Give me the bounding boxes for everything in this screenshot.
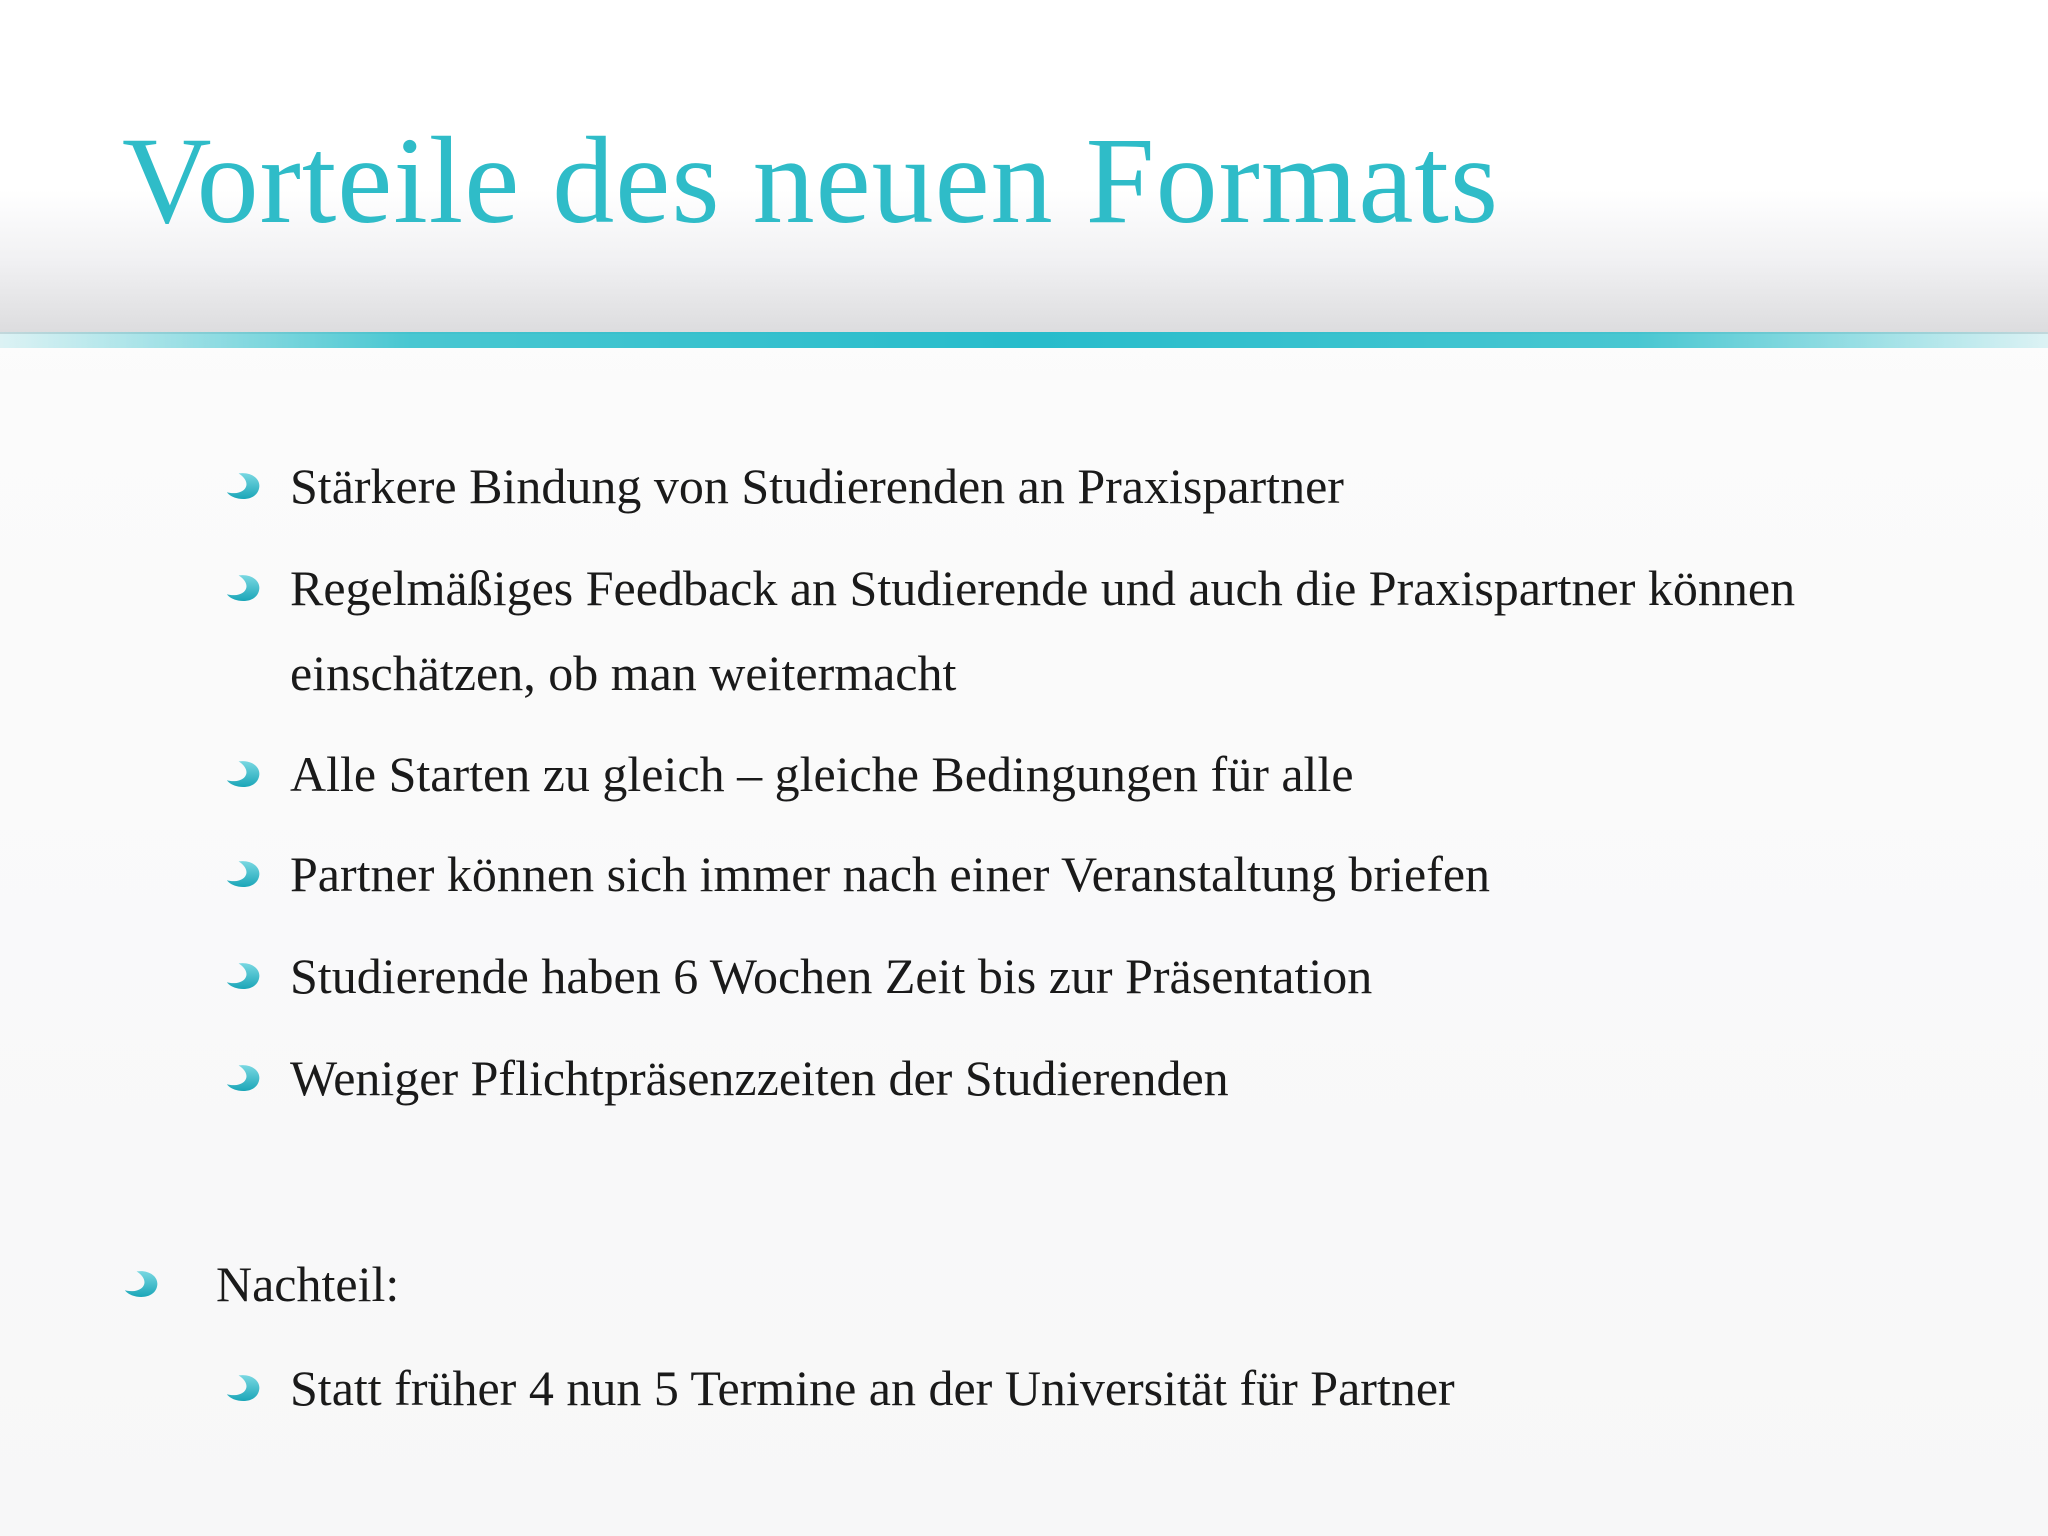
disadvantage-text: Statt früher 4 nun 5 Termine an der Universität für Partner	[290, 1360, 1455, 1416]
slide-title: Vorteile des neuen Formats	[122, 112, 1500, 249]
advantage-item	[226, 732, 1886, 817]
curved-arrow-bullet-icon	[226, 546, 266, 631]
curved-arrow-bullet-icon	[124, 1242, 164, 1327]
disadvantage-heading: Nachteil:	[216, 1256, 400, 1312]
curved-arrow-bullet-icon	[226, 1346, 266, 1431]
advantage-item	[226, 832, 1886, 917]
advantage-text: Studierende haben 6 Wochen Zeit bis zur Präsentation	[290, 948, 1373, 1004]
advantage-text: Partner können sich immer nach einer Veranstaltung briefen	[290, 846, 1491, 902]
advantage-text: Weniger Pflichtpräsenzzeiten der Studierenden	[290, 1050, 1229, 1106]
curved-arrow-bullet-icon	[226, 732, 266, 817]
curved-arrow-bullet-icon	[226, 934, 266, 1019]
advantage-text: Alle Starten zu gleich – gleiche Bedingungen für alle	[290, 746, 1354, 802]
disadvantage-item	[226, 1346, 1886, 1431]
advantage-item	[226, 934, 1886, 1019]
advantage-item	[226, 546, 1886, 716]
advantage-text: Regelmäßiges Feedback an Studierende und auch die Praxispartner können einschätzen, ob man weitermacht	[290, 560, 1796, 701]
title-accent-line	[0, 332, 2048, 348]
advantage-item	[226, 444, 1886, 529]
curved-arrow-bullet-icon	[226, 1036, 266, 1121]
curved-arrow-bullet-icon	[226, 832, 266, 917]
advantage-item	[226, 1036, 1886, 1121]
disadvantage-heading-item	[124, 1242, 1824, 1327]
curved-arrow-bullet-icon	[226, 444, 266, 529]
advantage-text: Stärkere Bindung von Studierenden an Praxispartner	[290, 458, 1344, 514]
